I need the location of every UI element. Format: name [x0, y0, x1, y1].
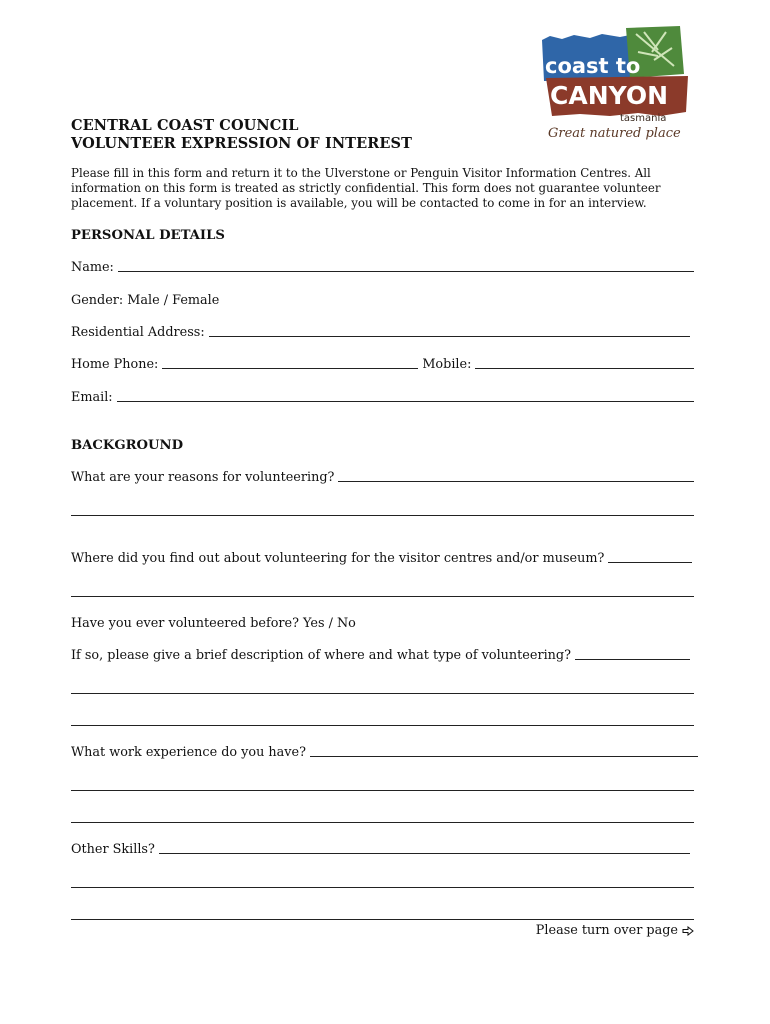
home-phone-field[interactable]	[162, 367, 418, 369]
address-row	[71, 323, 690, 340]
experience-extra-line-1[interactable]	[71, 790, 694, 791]
intro-paragraph: Please fill in this form and return it to the Ulverstone or Penguin Visitor Information Centres. All information on this form is treated as strictly confidential. This form does not guarantee volunteer placement. If a voluntary position is available, you will be contacted to come in for an interview.	[71, 166, 661, 210]
mobile-field[interactable]	[475, 367, 694, 369]
skills-row	[71, 840, 690, 857]
experience-field[interactable]	[310, 755, 698, 757]
mobile-label: Mobile:	[422, 357, 472, 372]
gender-label[interactable]: Gender: Male / Female	[71, 293, 220, 308]
describe-field[interactable]	[575, 658, 690, 660]
home-phone-label: Home Phone:	[71, 357, 159, 372]
experience-label: What work experience do you have?	[71, 745, 306, 760]
coast-to-canyon-logo	[540, 26, 690, 144]
background-heading: BACKGROUND	[71, 438, 184, 453]
svg-text:tasmania: tasmania	[620, 113, 667, 124]
email-label: Email:	[71, 390, 113, 405]
found-field[interactable]	[608, 561, 692, 563]
volunteered-row	[71, 614, 700, 631]
experience-extra-line-2[interactable]	[71, 822, 694, 823]
skills-extra-line-1[interactable]	[71, 887, 694, 888]
organization-name: CENTRAL COAST COUNCIL	[71, 117, 299, 134]
name-field[interactable]	[118, 270, 694, 272]
experience-row	[71, 743, 698, 760]
address-field[interactable]	[209, 335, 690, 337]
reasons-extra-line[interactable]	[71, 515, 694, 516]
describe-label: If so, please give a brief description of where and what type of volunteering?	[71, 648, 571, 663]
skills-extra-line-2[interactable]	[71, 919, 694, 920]
describe-extra-line-2[interactable]	[71, 725, 694, 726]
form-title: VOLUNTEER EXPRESSION OF INTEREST	[71, 135, 412, 152]
svg-text:coast to: coast to	[545, 54, 641, 78]
found-row	[71, 549, 692, 566]
email-row	[71, 388, 694, 405]
reasons-row	[71, 468, 694, 485]
describe-row	[71, 646, 690, 663]
form-title-block	[71, 117, 412, 153]
turn-over-text: Please turn over page	[535, 923, 678, 938]
found-label: Where did you find out about volunteering for the visitor centres and/or museum?	[71, 551, 605, 566]
reasons-field[interactable]	[338, 480, 694, 482]
volunteered-label[interactable]: Have you ever volunteered before? Yes / No	[71, 616, 356, 631]
skills-field[interactable]	[159, 852, 690, 854]
gender-row	[71, 291, 700, 308]
personal-details-heading: PERSONAL DETAILS	[71, 228, 225, 243]
arrow-right-icon	[682, 926, 694, 936]
found-extra-line[interactable]	[71, 596, 694, 597]
email-field[interactable]	[117, 400, 694, 402]
skills-label: Other Skills?	[71, 842, 155, 857]
turn-over-note	[536, 923, 694, 938]
address-label: Residential Address:	[71, 325, 205, 340]
name-row	[71, 258, 694, 275]
phone-row	[71, 355, 694, 372]
svg-text:Great natured place: Great natured place	[548, 126, 681, 141]
describe-extra-line-1[interactable]	[71, 693, 694, 694]
reasons-label: What are your reasons for volunteering?	[71, 470, 335, 485]
svg-text:CANYON: CANYON	[550, 81, 669, 110]
name-label: Name:	[71, 260, 114, 275]
